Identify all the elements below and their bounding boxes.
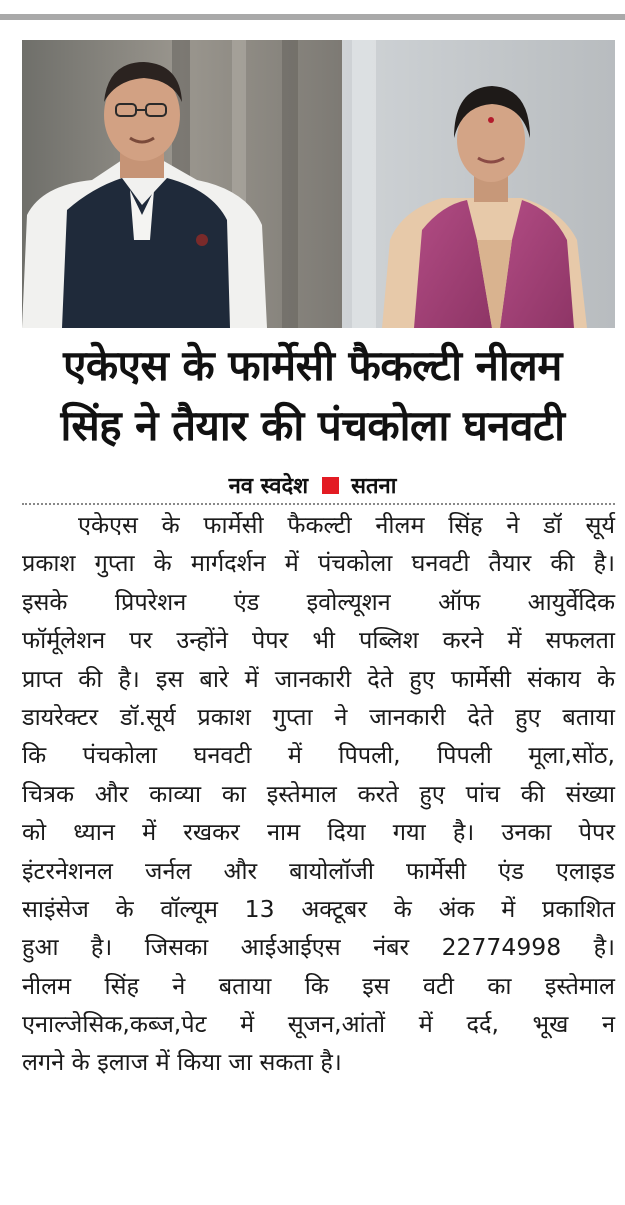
article-body: [22, 506, 615, 1082]
byline-source: नव स्वदेश: [228, 474, 309, 499]
body-line: लगने के इलाज में किया जा सकता है।: [22, 1048, 342, 1077]
body-line: इंटरनेशनल जर्नल और बायोलॉजी फार्मेसी एंड एलाइड: [22, 856, 615, 885]
dotted-divider: [22, 503, 615, 505]
red-square-icon: [322, 477, 339, 494]
body-line: डायरेक्टर डॉ.सूर्य प्रकाश गुप्ता ने जानकारी देते हुए बताया: [22, 702, 615, 731]
body-line: हुआ है। जिसका आईआईएस नंबर 22774998 है।: [22, 933, 615, 962]
body-line: प्रकाश गुप्ता के मार्गदर्शन में पंचकोला घनवटी तैयार की है।: [22, 549, 615, 578]
article-photo: [22, 40, 615, 328]
body-line: कि पंचकोला घनवटी में पिपली, पिपली मूला,सोंठ,: [22, 741, 615, 770]
body-line: इसके प्रिपरेशन एंड इवोल्यूशन ऑफ आयुर्वेदिक: [22, 587, 615, 616]
body-line: साइंसेज के वॉल्यूम 13 अक्टूबर के अंक में प्रकाशित: [22, 894, 615, 923]
body-line: एकेएस के फार्मेसी फैकल्टी नीलम सिंह ने डॉ सूर्य: [78, 511, 615, 539]
body-line: को ध्यान में रखकर नाम दिया गया है। उनका पेपर: [22, 818, 615, 847]
headline: [0, 336, 625, 456]
body-line: एनाल्जेसिक,कब्ज,पेट में सूजन,आंतों में दर्द, भूख न: [22, 1010, 615, 1039]
byline-location: सतना: [351, 474, 397, 499]
body-line: प्राप्त की है। इस बारे में जानकारी देते हुए फार्मेसी संकाय के: [22, 664, 615, 693]
body-line: फॉर्मूलेशन पर उन्होंने पेपर भी पब्लिश करने में सफलता: [22, 626, 615, 655]
headline-line: एकेएस के फार्मेसी फैकल्टी नीलम: [63, 341, 562, 390]
body-line: चित्रक और काव्या का इस्तेमाल करते हुए पांच की संख्या: [22, 779, 615, 808]
top-rule: [0, 14, 625, 20]
headline-line: सिंह ने तैयार की पंचकोला घनवटी: [60, 401, 565, 450]
byline: [0, 470, 625, 500]
body-line: नीलम सिंह ने बताया कि इस वटी का इस्तेमाल: [22, 971, 615, 1000]
